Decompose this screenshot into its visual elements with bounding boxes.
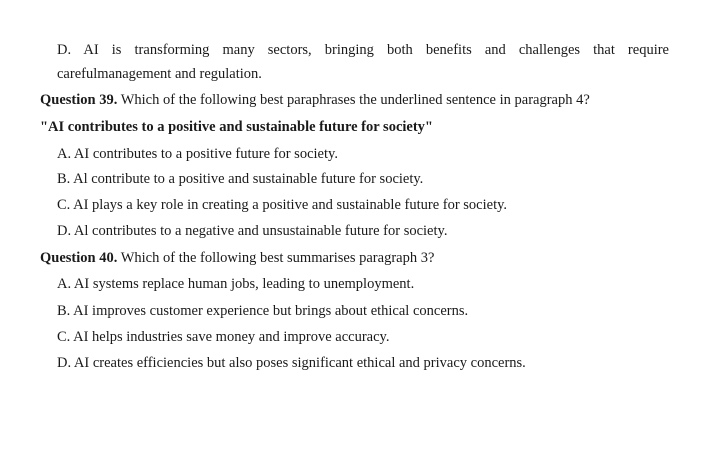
question-39 <box>40 91 590 109</box>
question-40 <box>40 249 434 267</box>
question-40-option-a[interactable]: A. AI systems replace human jobs, leading to unemployment. <box>57 276 415 292</box>
question-39-option-d[interactable]: D. Al contributes to a negative and unsustainable future for society. <box>57 223 448 239</box>
question-40-prompt: Which of the following best summarises paragraph 3? <box>120 250 435 266</box>
question-40-option-b[interactable]: B. AI improves customer experience but brings about ethical concerns. <box>57 303 469 319</box>
question-39-option-c[interactable]: C. AI plays a key role in creating a positive and sustainable future for society. <box>57 197 508 213</box>
question-39-quote: "AI contributes to a positive and sustainable future for society" <box>40 119 433 135</box>
question-39-prompt: Which of the following best paraphrases the underlined sentence in paragraph 4? <box>120 92 590 108</box>
question-39-option-b[interactable]: B. Al contribute to a positive and sustainable future for society. <box>57 171 424 187</box>
question-40-option-c[interactable]: C. AI helps industries save money and improve accuracy. <box>57 329 390 345</box>
prev-option-d-label: D. <box>57 42 72 58</box>
prev-option-d-line1 <box>57 41 669 59</box>
question-40-label: Question 40. <box>40 250 118 266</box>
prev-option-d-line2: carefulmanagement and regulation. <box>57 66 262 82</box>
question-39-option-a[interactable]: A. AI contributes to a positive future for society. <box>57 146 338 162</box>
question-39-label: Question 39. <box>40 92 118 108</box>
prev-option-d-text: AI is transforming many sectors, bringing both benefits and challenges that require <box>83 42 669 58</box>
question-40-option-d[interactable]: D. AI creates efficiencies but also poses significant ethical and privacy concerns. <box>57 355 526 371</box>
